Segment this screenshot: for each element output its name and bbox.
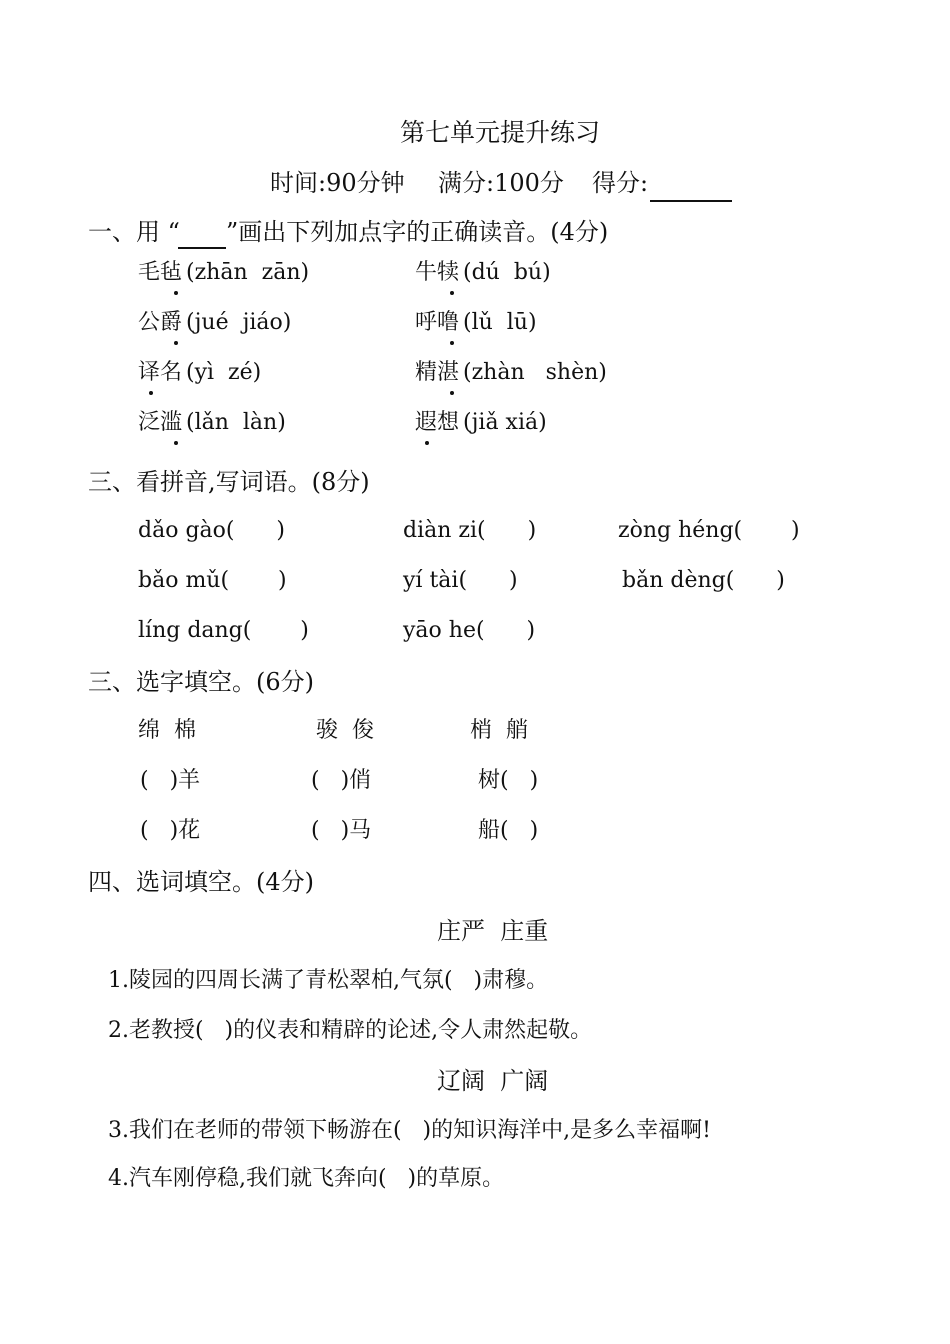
fill-blank[interactable]: ( )俏 bbox=[311, 768, 372, 793]
fill-blank[interactable]: 树( ) bbox=[478, 768, 539, 793]
fill-blank[interactable]: ( )花 bbox=[140, 818, 201, 843]
item-word: 牛犊 bbox=[415, 260, 460, 285]
question-3[interactable]: 3.我们在老师的带领下畅游在( )的知识海洋中,是多么幸福啊! bbox=[108, 1118, 711, 1143]
char-pair: 骏 俊 bbox=[316, 718, 374, 743]
pinyin-item[interactable]: bǎn dèng( ) bbox=[622, 568, 785, 593]
item-word: 呼噜 bbox=[415, 310, 460, 335]
item-pinyin-options[interactable]: (lǔ lū) bbox=[463, 310, 537, 335]
char-pair: 梢 艄 bbox=[470, 718, 528, 743]
item-pinyin-options[interactable]: (yì zé) bbox=[186, 360, 262, 385]
word-options: 辽阔 广阔 bbox=[437, 1067, 549, 1095]
question-1[interactable]: 1.陵园的四周长满了青松翠柏,气氛( )肃穆。 bbox=[108, 968, 549, 993]
item-word: 精湛 bbox=[415, 360, 460, 385]
section1-heading-suffix: ”画出下列加点字的正确读音。(4分) bbox=[226, 218, 609, 246]
section2-heading: 三、看拼音,写词语。(8分) bbox=[88, 468, 370, 496]
exam-time: 时间:90分钟 bbox=[270, 169, 405, 197]
emphasis-dot bbox=[425, 441, 429, 445]
full-score: 满分:100分 bbox=[438, 169, 564, 197]
pinyin-item[interactable]: yāo he( ) bbox=[403, 618, 536, 643]
page-title: 第七单元提升练习 bbox=[400, 118, 601, 147]
pinyin-item[interactable]: yí tài( ) bbox=[403, 568, 518, 593]
emphasis-dot bbox=[174, 441, 178, 445]
item-pinyin-options[interactable]: (lǎn làn) bbox=[186, 410, 286, 435]
emphasis-dot bbox=[149, 391, 153, 395]
section3-heading: 三、选字填空。(6分) bbox=[88, 668, 314, 696]
char-pair: 绵 棉 bbox=[138, 718, 196, 743]
pinyin-item[interactable]: líng dang( ) bbox=[138, 618, 309, 643]
item-word: 泛滥 bbox=[138, 410, 183, 435]
underline-sample bbox=[178, 247, 226, 249]
item-pinyin-options[interactable]: (zhàn shèn) bbox=[463, 360, 607, 385]
section1-heading-prefix: 一、用 “ bbox=[88, 218, 180, 246]
item-word: 译名 bbox=[138, 360, 183, 385]
word-options: 庄严 庄重 bbox=[437, 917, 549, 945]
item-pinyin-options[interactable]: (jué jiáo) bbox=[186, 310, 292, 335]
emphasis-dot bbox=[450, 291, 454, 295]
fill-blank[interactable]: 船( ) bbox=[478, 818, 539, 843]
item-pinyin-options[interactable]: (dú bú) bbox=[463, 260, 551, 285]
item-word: 遐想 bbox=[415, 410, 460, 435]
score-blank[interactable] bbox=[650, 200, 732, 202]
pinyin-item[interactable]: bǎo mǔ( ) bbox=[138, 568, 287, 593]
item-pinyin-options[interactable]: (zhān zān) bbox=[186, 260, 310, 285]
item-pinyin-options[interactable]: (jiǎ xiá) bbox=[463, 410, 547, 435]
section4-heading: 四、选词填空。(4分) bbox=[88, 868, 314, 896]
pinyin-item[interactable]: zòng héng( ) bbox=[618, 518, 800, 543]
score-label: 得分: bbox=[592, 169, 649, 197]
emphasis-dot bbox=[450, 341, 454, 345]
question-4[interactable]: 4.汽车刚停稳,我们就飞奔向( )的草原。 bbox=[108, 1166, 505, 1191]
item-word: 毛毡 bbox=[138, 260, 183, 285]
emphasis-dot bbox=[450, 391, 454, 395]
fill-blank[interactable]: ( )羊 bbox=[140, 768, 201, 793]
emphasis-dot bbox=[174, 341, 178, 345]
fill-blank[interactable]: ( )马 bbox=[311, 818, 372, 843]
question-2[interactable]: 2.老教授( )的仪表和精辟的论述,令人肃然起敬。 bbox=[108, 1018, 593, 1043]
pinyin-item[interactable]: dǎo gào( ) bbox=[138, 518, 286, 543]
pinyin-item[interactable]: diàn zi( ) bbox=[403, 518, 537, 543]
item-word: 公爵 bbox=[138, 310, 183, 335]
emphasis-dot bbox=[174, 291, 178, 295]
